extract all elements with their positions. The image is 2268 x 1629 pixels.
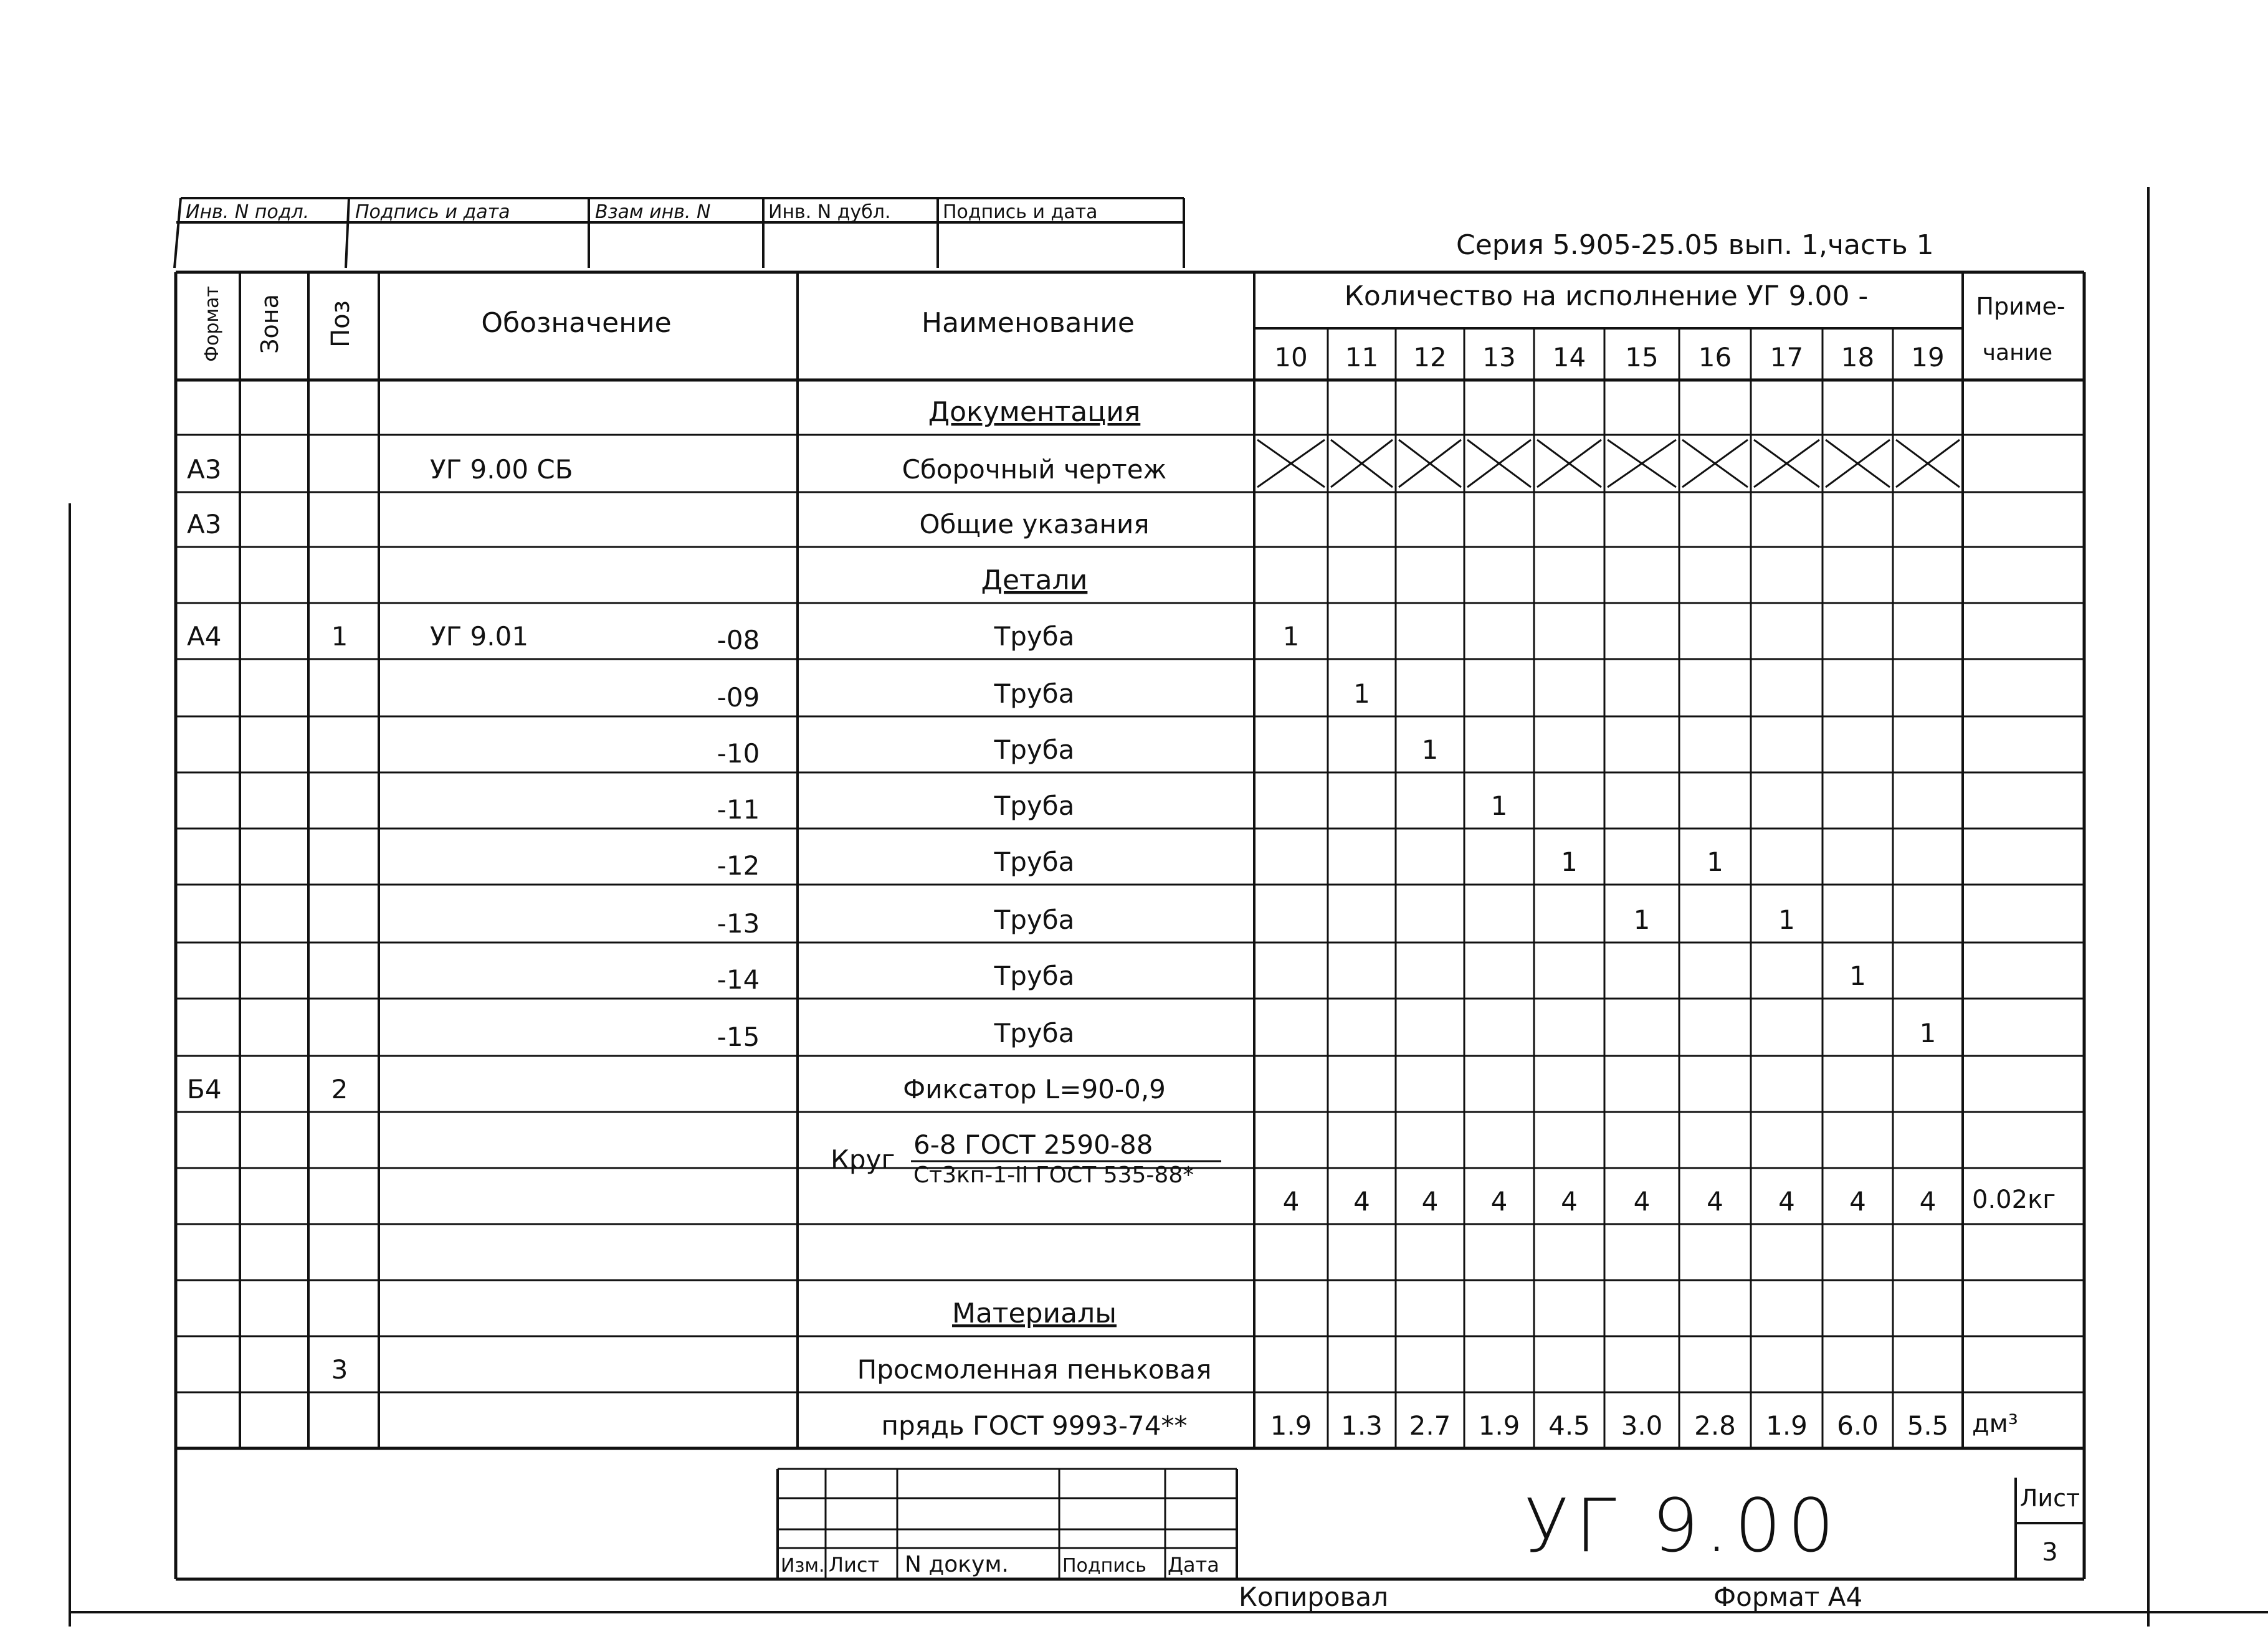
variant-col-19: 19: [1911, 342, 1945, 373]
format-cell: А3: [187, 509, 222, 539]
qty-cell: 4: [1561, 1186, 1578, 1217]
section-heading: Детали: [981, 564, 1088, 596]
suffix-cell: -14: [717, 964, 760, 995]
qty-cell: 4: [1490, 1186, 1508, 1217]
document-designation: УГ 9.00: [1524, 1483, 1841, 1569]
qty-cell: 1.3: [1341, 1410, 1383, 1441]
qty-cell: 1: [1490, 791, 1508, 821]
qty-cell: 2.8: [1694, 1410, 1736, 1441]
qty-cell: 5.5: [1907, 1410, 1949, 1441]
header-note-2: чание: [1982, 340, 2053, 366]
variant-headers: [1274, 342, 1944, 373]
title-label-doc: N докум.: [905, 1552, 1009, 1577]
table-header: [201, 280, 2066, 373]
copied-by: Копировал: [1239, 1582, 1388, 1612]
title-label-date: Дата: [1168, 1553, 1219, 1577]
stamp-inv-podl: Инв. N подл.: [186, 201, 310, 223]
name-cell: прядь ГОСТ 9993-74**: [881, 1410, 1188, 1441]
qty-cell: 1: [1919, 1018, 1937, 1048]
table-row: [717, 961, 1866, 995]
variant-col-16: 16: [1698, 342, 1732, 373]
qty-cell: 1: [1353, 678, 1370, 709]
sheet-label: Лист: [2019, 1484, 2080, 1512]
format-cell: Б4: [187, 1074, 222, 1104]
qty-cell: 1.9: [1270, 1410, 1312, 1441]
header-pos: Поз: [326, 300, 355, 348]
table-row: [187, 440, 1960, 487]
header-qty-title: Количество на исполнение УГ 9.00 -: [1344, 280, 1869, 312]
qty-cell: 2.7: [1409, 1410, 1451, 1441]
header-zone: Зона: [256, 294, 284, 354]
designation-cell: УГ 9.01: [430, 621, 529, 652]
name-cell: Труба: [994, 847, 1075, 877]
section-heading: Документация: [928, 396, 1141, 428]
table-row: [187, 509, 1150, 539]
table-body: [187, 396, 2056, 1441]
krug-entry: [831, 1129, 1221, 1188]
format-cell: А3: [187, 454, 222, 485]
table-row: [1283, 1185, 2056, 1217]
qty-cell: 1: [1561, 847, 1578, 877]
qty-cell: 1: [1282, 621, 1300, 652]
table-row: [952, 1298, 1117, 1329]
table-row: [717, 678, 1370, 713]
name-cell: Труба: [994, 621, 1075, 652]
qty-cell: 4: [1353, 1186, 1370, 1217]
title-label-list: Лист: [829, 1553, 880, 1577]
qty-cell: 1: [1707, 847, 1723, 877]
variant-col-15: 15: [1625, 342, 1659, 373]
table-row: [881, 1410, 2018, 1441]
stamp-podpis-2: Подпись и дата: [943, 201, 1098, 223]
variant-col-13: 13: [1482, 342, 1516, 373]
qty-cell: 4: [1633, 1186, 1651, 1217]
title-label-izm: Изм.: [781, 1555, 825, 1577]
qty-cell: 4: [1778, 1186, 1795, 1217]
pos-cell: 2: [331, 1074, 348, 1104]
note-cell: дм³: [1972, 1410, 2018, 1438]
stamp-vzam-inv: Взам инв. N: [595, 201, 711, 223]
name-cell: Труба: [994, 791, 1075, 821]
suffix-cell: -10: [717, 738, 760, 769]
suffix-cell: -09: [717, 682, 760, 713]
series-line: Серия 5.905-25.05 вып. 1,часть 1: [1456, 229, 1934, 261]
name-cell: Труба: [994, 1018, 1075, 1048]
qty-cell: 1: [1849, 961, 1866, 991]
table-row: [717, 791, 1508, 825]
header-format: Формат: [201, 286, 223, 362]
header-designation: Обозначение: [481, 307, 672, 339]
name-cell: Труба: [994, 961, 1075, 991]
section-heading: Материалы: [952, 1298, 1117, 1329]
name-cell: Общие указания: [919, 509, 1150, 539]
stamp-podpis-1: Подпись и дата: [355, 201, 510, 223]
qty-cell: 3.0: [1621, 1410, 1663, 1441]
table-row: [717, 734, 1439, 769]
krug-bottom: Ст3кп-1-II ГОСТ 535-88*: [913, 1162, 1194, 1188]
table-row: [187, 1074, 1166, 1104]
pos-cell: 1: [331, 621, 348, 652]
suffix-cell: -12: [717, 850, 760, 881]
suffix-cell: -08: [717, 625, 760, 655]
table-row: [331, 1354, 1212, 1385]
krug-prefix: Круг: [831, 1144, 895, 1175]
header-note-1: Приме-: [1976, 293, 2066, 320]
suffix-cell: -11: [717, 794, 760, 825]
variant-col-14: 14: [1552, 342, 1586, 373]
variant-col-17: 17: [1770, 342, 1804, 373]
suffix-cell: -13: [717, 908, 760, 939]
title-label-sign: Подпись: [1062, 1555, 1146, 1577]
variant-col-10: 10: [1274, 342, 1308, 373]
name-cell: Труба: [994, 905, 1075, 935]
designation-cell: УГ 9.00 СБ: [430, 454, 573, 485]
top-stamp: [174, 198, 1184, 268]
table-row: [717, 1018, 1937, 1052]
format-note: Формат А4: [1713, 1582, 1863, 1612]
stamp-inv-dubl: Инв. N дубл.: [768, 201, 891, 223]
table-row: [717, 847, 1723, 881]
table-row: [928, 396, 1141, 428]
variant-col-18: 18: [1841, 342, 1875, 373]
suffix-cell: -15: [717, 1022, 760, 1052]
table-row: [187, 621, 1299, 655]
header-name: Наименование: [922, 307, 1135, 339]
sheet-number: 3: [2042, 1538, 2058, 1567]
qty-cell: 1.9: [1478, 1410, 1520, 1441]
note-cell: 0.02кг: [1972, 1185, 2056, 1214]
qty-cell: 4.5: [1548, 1410, 1590, 1441]
name-cell: Сборочный чертеж: [902, 454, 1167, 485]
qty-cell: 6.0: [1837, 1410, 1879, 1441]
qty-cell: 4: [1421, 1186, 1439, 1217]
krug-top: 6-8 ГОСТ 2590-88: [913, 1129, 1153, 1160]
qty-cell: 4: [1849, 1186, 1866, 1217]
name-cell: Фиксатор L=90-0,9: [903, 1074, 1166, 1104]
pos-cell: 3: [331, 1354, 348, 1385]
format-cell: А4: [187, 621, 222, 652]
table-row: [981, 564, 1088, 596]
qty-cell: 4: [1919, 1186, 1937, 1217]
name-cell: Просмоленная пеньковая: [857, 1354, 1212, 1385]
variant-col-12: 12: [1413, 342, 1447, 373]
name-cell: Труба: [994, 734, 1075, 765]
qty-cell: 4: [1282, 1186, 1300, 1217]
qty-cell: 1: [1633, 905, 1651, 935]
table-row: [717, 905, 1795, 939]
name-cell: Труба: [994, 678, 1075, 709]
qty-cell: 1: [1778, 905, 1795, 935]
variant-col-11: 11: [1345, 342, 1379, 373]
qty-cell: 4: [1707, 1186, 1723, 1217]
qty-cell: 1: [1421, 734, 1439, 765]
qty-cell: 1.9: [1766, 1410, 1808, 1441]
